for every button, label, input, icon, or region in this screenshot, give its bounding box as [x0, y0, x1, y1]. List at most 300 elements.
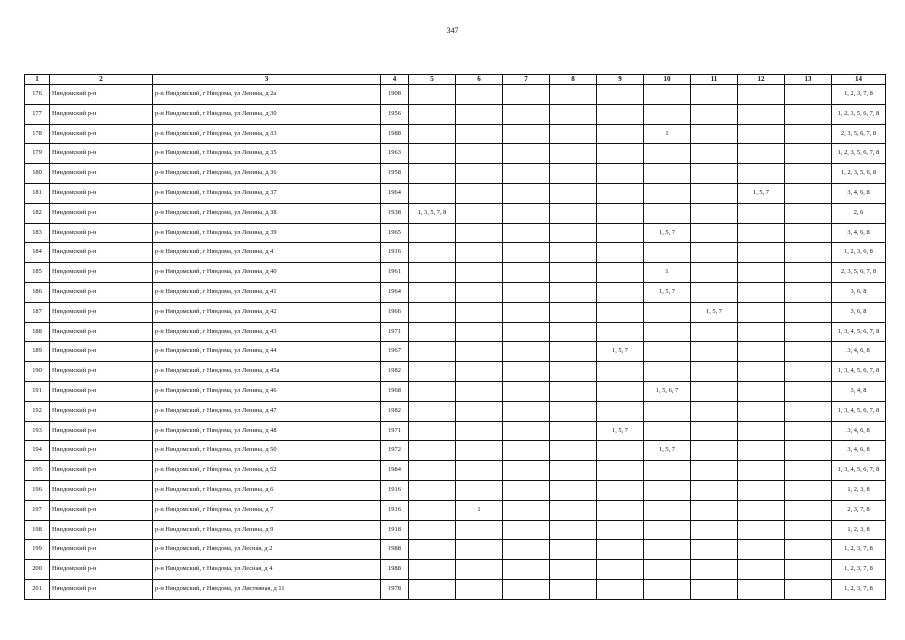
table-cell-col-2: Няндомский р-н: [50, 520, 153, 540]
table-cell-col-9: [597, 500, 644, 520]
table-cell-col-2: Няндомский р-н: [50, 263, 153, 283]
table-cell-col-8: [550, 421, 597, 441]
table-cell-col-1: 176: [25, 85, 50, 105]
table-cell-col-11: [691, 243, 738, 263]
table-cell-col-8: [550, 302, 597, 322]
table-row: [25, 401, 886, 421]
table-cell-col-9: [597, 263, 644, 283]
table-cell-col-3: р-н Няндомский, г Няндома, ул Ленина, д 30: [153, 104, 381, 124]
table-cell-col-9: 1, 5, 7: [597, 421, 644, 441]
table-cell-col-10: [644, 183, 691, 203]
table-cell-col-13: [785, 441, 832, 461]
table-cell-col-5: [409, 263, 456, 283]
table-cell-col-3: р-н Няндомский, г Няндома, ул Ленина, д 38: [153, 203, 381, 223]
table-row: [25, 461, 886, 481]
table-cell-col-2: Няндомский р-н: [50, 579, 153, 599]
table-cell-col-2: Няндомский р-н: [50, 282, 153, 302]
table-cell-col-6: [456, 480, 503, 500]
table-cell-col-1: 183: [25, 223, 50, 243]
table-cell-col-1: 185: [25, 263, 50, 283]
table-cell-col-7: [503, 124, 550, 144]
table-cell-col-13: [785, 144, 832, 164]
table-cell-col-5: [409, 302, 456, 322]
table-cell-col-12: [738, 421, 785, 441]
table-row: [25, 540, 886, 560]
table-cell-col-9: [597, 322, 644, 342]
table-cell-col-14: 3, 4, 8: [832, 381, 886, 401]
column-header-8: 8: [550, 75, 597, 85]
table-cell-col-14: 3, 4, 6, 8: [832, 342, 886, 362]
table-cell-col-5: 1, 3, 5, 7, 8: [409, 203, 456, 223]
column-header-11: 11: [691, 75, 738, 85]
table-row: [25, 302, 886, 322]
table-row: [25, 282, 886, 302]
table-cell-col-3: р-н Няндомский, г Няндома, ул Ленина, д 40: [153, 263, 381, 283]
table-cell-col-9: [597, 183, 644, 203]
table-cell-col-11: [691, 579, 738, 599]
table-cell-col-13: [785, 164, 832, 184]
table-cell-col-2: Няндомский р-н: [50, 183, 153, 203]
table-cell-col-13: [785, 560, 832, 580]
table-cell-col-11: [691, 480, 738, 500]
table-cell-col-5: [409, 144, 456, 164]
table-cell-col-11: [691, 104, 738, 124]
table-cell-col-6: [456, 461, 503, 481]
table-cell-col-1: 199: [25, 540, 50, 560]
column-header-2: 2: [50, 75, 153, 85]
table-cell-col-6: [456, 164, 503, 184]
table-cell-col-8: [550, 104, 597, 124]
table-cell-col-11: [691, 520, 738, 540]
table-cell-col-8: [550, 322, 597, 342]
table-cell-col-9: [597, 362, 644, 382]
table-cell-col-10: [644, 203, 691, 223]
table-cell-col-5: [409, 461, 456, 481]
table-cell-col-13: [785, 401, 832, 421]
column-header-7: 7: [503, 75, 550, 85]
table-cell-col-8: [550, 124, 597, 144]
table-cell-col-1: 181: [25, 183, 50, 203]
table-cell-col-12: [738, 500, 785, 520]
table-cell-col-14: 1, 2, 3, 8: [832, 520, 886, 540]
table-cell-col-5: [409, 579, 456, 599]
table-cell-col-3: р-н Няндомский, г Няндома, ул Ленина, д 7: [153, 500, 381, 520]
table-cell-col-9: [597, 579, 644, 599]
table-cell-col-12: [738, 461, 785, 481]
table-cell-col-14: 3, 6, 8: [832, 302, 886, 322]
table-cell-col-13: [785, 243, 832, 263]
table-cell-col-4: 1964: [381, 282, 409, 302]
table-cell-col-7: [503, 263, 550, 283]
table-cell-col-11: [691, 540, 738, 560]
table-cell-col-5: [409, 282, 456, 302]
table-cell-col-12: [738, 579, 785, 599]
table-cell-col-10: [644, 480, 691, 500]
table-cell-col-6: [456, 263, 503, 283]
table-cell-col-3: р-н Няндомский, г Няндома, ул Ленина, д 41: [153, 282, 381, 302]
table-cell-col-5: [409, 223, 456, 243]
table-cell-col-2: Няндомский р-н: [50, 203, 153, 223]
table-cell-col-7: [503, 282, 550, 302]
table-body: [25, 85, 886, 600]
table-cell-col-14: 3, 6, 8: [832, 282, 886, 302]
table-cell-col-3: р-н Няндомский, г Няндома, ул Лесная, д 4: [153, 560, 381, 580]
table-cell-col-4: 1988: [381, 560, 409, 580]
table-cell-col-7: [503, 579, 550, 599]
table-cell-col-10: [644, 500, 691, 520]
table-cell-col-10: [644, 144, 691, 164]
table-cell-col-7: [503, 480, 550, 500]
table-cell-col-8: [550, 223, 597, 243]
table-cell-col-9: [597, 85, 644, 105]
table-cell-col-8: [550, 362, 597, 382]
table-cell-col-10: 1, 5, 6, 7: [644, 381, 691, 401]
table-cell-col-12: [738, 164, 785, 184]
table-cell-col-1: 193: [25, 421, 50, 441]
table-row: [25, 322, 886, 342]
table-cell-col-13: [785, 520, 832, 540]
table-cell-col-5: [409, 520, 456, 540]
table-cell-col-9: [597, 560, 644, 580]
table-cell-col-7: [503, 520, 550, 540]
table-cell-col-5: [409, 500, 456, 520]
table-cell-col-1: 197: [25, 500, 50, 520]
table-cell-col-1: 186: [25, 282, 50, 302]
table-cell-col-7: [503, 362, 550, 382]
column-header-9: 9: [597, 75, 644, 85]
table-cell-col-5: [409, 480, 456, 500]
table-cell-col-5: [409, 342, 456, 362]
table-cell-col-8: [550, 441, 597, 461]
table-cell-col-10: [644, 243, 691, 263]
table-cell-col-14: 2, 3, 5, 6, 7, 8: [832, 263, 886, 283]
table-cell-col-4: 1916: [381, 480, 409, 500]
table-row: [25, 579, 886, 599]
table-row: [25, 342, 886, 362]
table-cell-col-7: [503, 322, 550, 342]
table-row: [25, 560, 886, 580]
table-cell-col-13: [785, 381, 832, 401]
table-cell-col-5: [409, 322, 456, 342]
table-cell-col-6: [456, 183, 503, 203]
table-cell-col-13: [785, 203, 832, 223]
table-cell-col-12: [738, 381, 785, 401]
table-cell-col-4: 1963: [381, 144, 409, 164]
table-cell-col-10: [644, 342, 691, 362]
table-cell-col-12: [738, 124, 785, 144]
table-cell-col-2: Няндомский р-н: [50, 540, 153, 560]
table-cell-col-12: [738, 362, 785, 382]
table-cell-col-3: р-н Няндомский, г Няндома, ул Ленина, д 39: [153, 223, 381, 243]
table-row: [25, 500, 886, 520]
table-cell-col-8: [550, 183, 597, 203]
table-cell-col-4: 1938: [381, 203, 409, 223]
table-cell-col-10: 1, 5, 7: [644, 282, 691, 302]
column-header-13: 13: [785, 75, 832, 85]
table-cell-col-3: р-н Няндомский, г Няндома, ул Ленина, д 50: [153, 441, 381, 461]
table-cell-col-13: [785, 540, 832, 560]
table-cell-col-8: [550, 263, 597, 283]
table-cell-col-3: р-н Няндомский, г Няндома, ул Ленина, д 4: [153, 243, 381, 263]
table-cell-col-10: [644, 461, 691, 481]
table-cell-col-11: [691, 282, 738, 302]
table-cell-col-3: р-н Няндомский, г Няндома, ул Лесная, д 2: [153, 540, 381, 560]
table-cell-col-6: [456, 203, 503, 223]
table-cell-col-1: 184: [25, 243, 50, 263]
table-cell-col-11: [691, 441, 738, 461]
table-cell-col-12: [738, 540, 785, 560]
table-cell-col-6: [456, 144, 503, 164]
table-cell-col-13: [785, 282, 832, 302]
table-cell-col-6: [456, 243, 503, 263]
table-cell-col-2: Няндомский р-н: [50, 480, 153, 500]
table-cell-col-8: [550, 282, 597, 302]
table-cell-col-3: р-н Няндомский, г Няндома, ул Ленина, д 35: [153, 144, 381, 164]
table-cell-col-11: [691, 500, 738, 520]
table-cell-col-1: 195: [25, 461, 50, 481]
table-cell-col-14: 1, 2, 3, 5, 6, 8: [832, 164, 886, 184]
table-cell-col-11: [691, 263, 738, 283]
table-cell-col-13: [785, 421, 832, 441]
table-cell-col-7: [503, 104, 550, 124]
table-cell-col-4: 1982: [381, 362, 409, 382]
table-cell-col-7: [503, 203, 550, 223]
table-cell-col-12: [738, 263, 785, 283]
table-cell-col-9: [597, 461, 644, 481]
table-cell-col-7: [503, 401, 550, 421]
table-cell-col-14: 1, 2, 3, 5, 6, 7, 8: [832, 144, 886, 164]
table-cell-col-1: 190: [25, 362, 50, 382]
table-cell-col-12: [738, 282, 785, 302]
table-cell-col-13: [785, 579, 832, 599]
table-cell-col-10: [644, 104, 691, 124]
table-cell-col-2: Няндомский р-н: [50, 560, 153, 580]
table-cell-col-9: [597, 282, 644, 302]
table-cell-col-6: [456, 401, 503, 421]
table-cell-col-1: 198: [25, 520, 50, 540]
table-cell-col-3: р-н Няндомский, г Няндома, ул Ленина, д 44: [153, 342, 381, 362]
table-cell-col-7: [503, 560, 550, 580]
table-row: [25, 144, 886, 164]
table-cell-col-11: [691, 203, 738, 223]
table-cell-col-2: Няндомский р-н: [50, 441, 153, 461]
table-cell-col-4: 1918: [381, 520, 409, 540]
table-cell-col-6: [456, 362, 503, 382]
table-cell-col-14: 1, 2, 3, 7, 8: [832, 579, 886, 599]
table-cell-col-11: [691, 560, 738, 580]
table-cell-col-2: Няндомский р-н: [50, 243, 153, 263]
table-cell-col-10: [644, 560, 691, 580]
table-cell-col-9: [597, 540, 644, 560]
table-cell-col-14: 1, 3, 4, 5, 6, 7, 8: [832, 362, 886, 382]
table-cell-col-9: [597, 480, 644, 500]
table-cell-col-11: [691, 421, 738, 441]
table-row: [25, 104, 886, 124]
table-cell-col-13: [785, 322, 832, 342]
table-cell-col-4: 1965: [381, 223, 409, 243]
table-cell-col-12: [738, 480, 785, 500]
table-cell-col-9: [597, 302, 644, 322]
table-cell-col-14: 1, 2, 3, 7, 8: [832, 540, 886, 560]
table-cell-col-11: [691, 164, 738, 184]
table-cell-col-5: [409, 104, 456, 124]
table-row: [25, 362, 886, 382]
table-cell-col-4: 1972: [381, 441, 409, 461]
table-cell-col-13: [785, 500, 832, 520]
table-cell-col-1: 192: [25, 401, 50, 421]
table-cell-col-9: [597, 124, 644, 144]
table-cell-col-6: [456, 104, 503, 124]
table-cell-col-9: [597, 381, 644, 401]
table-row: [25, 520, 886, 540]
table-cell-col-7: [503, 223, 550, 243]
table-cell-col-14: 1, 3, 4, 5, 6, 7, 8: [832, 322, 886, 342]
table-cell-col-2: Няндомский р-н: [50, 322, 153, 342]
table-cell-col-2: Няндомский р-н: [50, 124, 153, 144]
table-cell-col-13: [785, 362, 832, 382]
table-cell-col-10: [644, 302, 691, 322]
table-cell-col-1: 177: [25, 104, 50, 124]
table-cell-col-6: [456, 381, 503, 401]
table-cell-col-7: [503, 85, 550, 105]
table-cell-col-5: [409, 124, 456, 144]
table-cell-col-7: [503, 461, 550, 481]
table-cell-col-12: [738, 401, 785, 421]
table-cell-col-7: [503, 183, 550, 203]
table-cell-col-7: [503, 243, 550, 263]
table-row: [25, 480, 886, 500]
table-cell-col-8: [550, 85, 597, 105]
table-cell-col-3: р-н Няндомский, г Няндома, ул Ленина, д 6: [153, 480, 381, 500]
table-cell-col-4: 1971: [381, 421, 409, 441]
table-cell-col-10: [644, 579, 691, 599]
table-cell-col-13: [785, 461, 832, 481]
table-cell-col-10: [644, 421, 691, 441]
table-cell-col-6: [456, 441, 503, 461]
table-cell-col-4: 1967: [381, 342, 409, 362]
table-cell-col-11: [691, 223, 738, 243]
table-cell-col-1: 191: [25, 381, 50, 401]
table-cell-col-12: [738, 243, 785, 263]
table-cell-col-14: 1, 2, 3, 6, 8: [832, 243, 886, 263]
table-cell-col-10: [644, 362, 691, 382]
table-cell-col-4: 1956: [381, 104, 409, 124]
table-cell-col-7: [503, 441, 550, 461]
table-cell-col-5: [409, 85, 456, 105]
table-cell-col-6: [456, 322, 503, 342]
table-cell-col-7: [503, 144, 550, 164]
column-header-1: 1: [25, 75, 50, 85]
table-cell-col-11: [691, 362, 738, 382]
table-cell-col-3: р-н Няндомский, г Няндома, ул Ленина, д 45а: [153, 362, 381, 382]
table-cell-col-2: Няндомский р-н: [50, 85, 153, 105]
table-cell-col-3: р-н Няндомский, г Няндома, ул Ленина, д 36: [153, 164, 381, 184]
table-cell-col-12: [738, 144, 785, 164]
table-cell-col-8: [550, 540, 597, 560]
table-row: [25, 263, 886, 283]
table-cell-col-14: 3, 4, 6, 8: [832, 223, 886, 243]
table-cell-col-3: р-н Няндомский, г Няндома, ул Ленина, д 33: [153, 124, 381, 144]
table-cell-col-12: [738, 342, 785, 362]
column-header-14: 14: [832, 75, 886, 85]
table-cell-col-10: [644, 85, 691, 105]
table-cell-col-12: [738, 203, 785, 223]
table-cell-col-11: [691, 183, 738, 203]
table-cell-col-11: [691, 401, 738, 421]
table-cell-col-9: [597, 223, 644, 243]
table-cell-col-3: р-н Няндомский, г Няндома, ул Ленина, д 42: [153, 302, 381, 322]
table-cell-col-12: [738, 104, 785, 124]
table-row: [25, 203, 886, 223]
register-table: [24, 74, 886, 600]
table-cell-col-3: р-н Няндомский, г Няндома, ул Листвяная, д 11: [153, 579, 381, 599]
table-cell-col-13: [785, 183, 832, 203]
table-cell-col-3: р-н Няндомский, г Няндома, ул Ленина, д 46: [153, 381, 381, 401]
table-row: [25, 421, 886, 441]
table-cell-col-4: 1978: [381, 579, 409, 599]
column-header-3: 3: [153, 75, 381, 85]
table-cell-col-4: 1908: [381, 85, 409, 105]
header-row: [25, 75, 886, 85]
table-cell-col-10: [644, 401, 691, 421]
table-cell-col-7: [503, 381, 550, 401]
table-cell-col-11: 1, 5, 7: [691, 302, 738, 322]
table-row: [25, 381, 886, 401]
table-cell-col-10: 1: [644, 124, 691, 144]
table-cell-col-10: 1, 5, 7: [644, 223, 691, 243]
table-cell-col-13: [785, 124, 832, 144]
table-cell-col-14: 3, 4, 6, 8: [832, 183, 886, 203]
table-cell-col-2: Няндомский р-н: [50, 342, 153, 362]
table-cell-col-12: [738, 560, 785, 580]
page-number: 347: [446, 26, 459, 35]
column-header-12: 12: [738, 75, 785, 85]
table-cell-col-9: [597, 144, 644, 164]
table-cell-col-13: [785, 480, 832, 500]
table-cell-col-6: 1: [456, 500, 503, 520]
table-cell-col-7: [503, 500, 550, 520]
table-cell-col-2: Няндомский р-н: [50, 500, 153, 520]
table-cell-col-12: [738, 520, 785, 540]
table-cell-col-5: [409, 243, 456, 263]
table-cell-col-9: [597, 243, 644, 263]
table-cell-col-4: 1988: [381, 124, 409, 144]
table-cell-col-2: Няндомский р-н: [50, 381, 153, 401]
table-cell-col-4: 1984: [381, 461, 409, 481]
table-cell-col-8: [550, 342, 597, 362]
table-cell-col-14: 2, 6: [832, 203, 886, 223]
table-cell-col-4: 1958: [381, 164, 409, 184]
table-cell-col-2: Няндомский р-н: [50, 362, 153, 382]
table-cell-col-14: 2, 3, 7, 8: [832, 500, 886, 520]
table-cell-col-1: 196: [25, 480, 50, 500]
table-cell-col-5: [409, 164, 456, 184]
table-cell-col-9: [597, 520, 644, 540]
table-cell-col-11: [691, 144, 738, 164]
table-cell-col-14: 1, 2, 3, 7, 8: [832, 85, 886, 105]
table-cell-col-4: 1971: [381, 322, 409, 342]
table-cell-col-4: 1916: [381, 243, 409, 263]
table-row: [25, 85, 886, 105]
column-header-5: 5: [409, 75, 456, 85]
table-cell-col-5: [409, 560, 456, 580]
table-cell-col-7: [503, 302, 550, 322]
table-cell-col-6: [456, 421, 503, 441]
table-cell-col-9: [597, 203, 644, 223]
table-cell-col-8: [550, 381, 597, 401]
table-cell-col-9: [597, 401, 644, 421]
table-cell-col-4: 1964: [381, 183, 409, 203]
